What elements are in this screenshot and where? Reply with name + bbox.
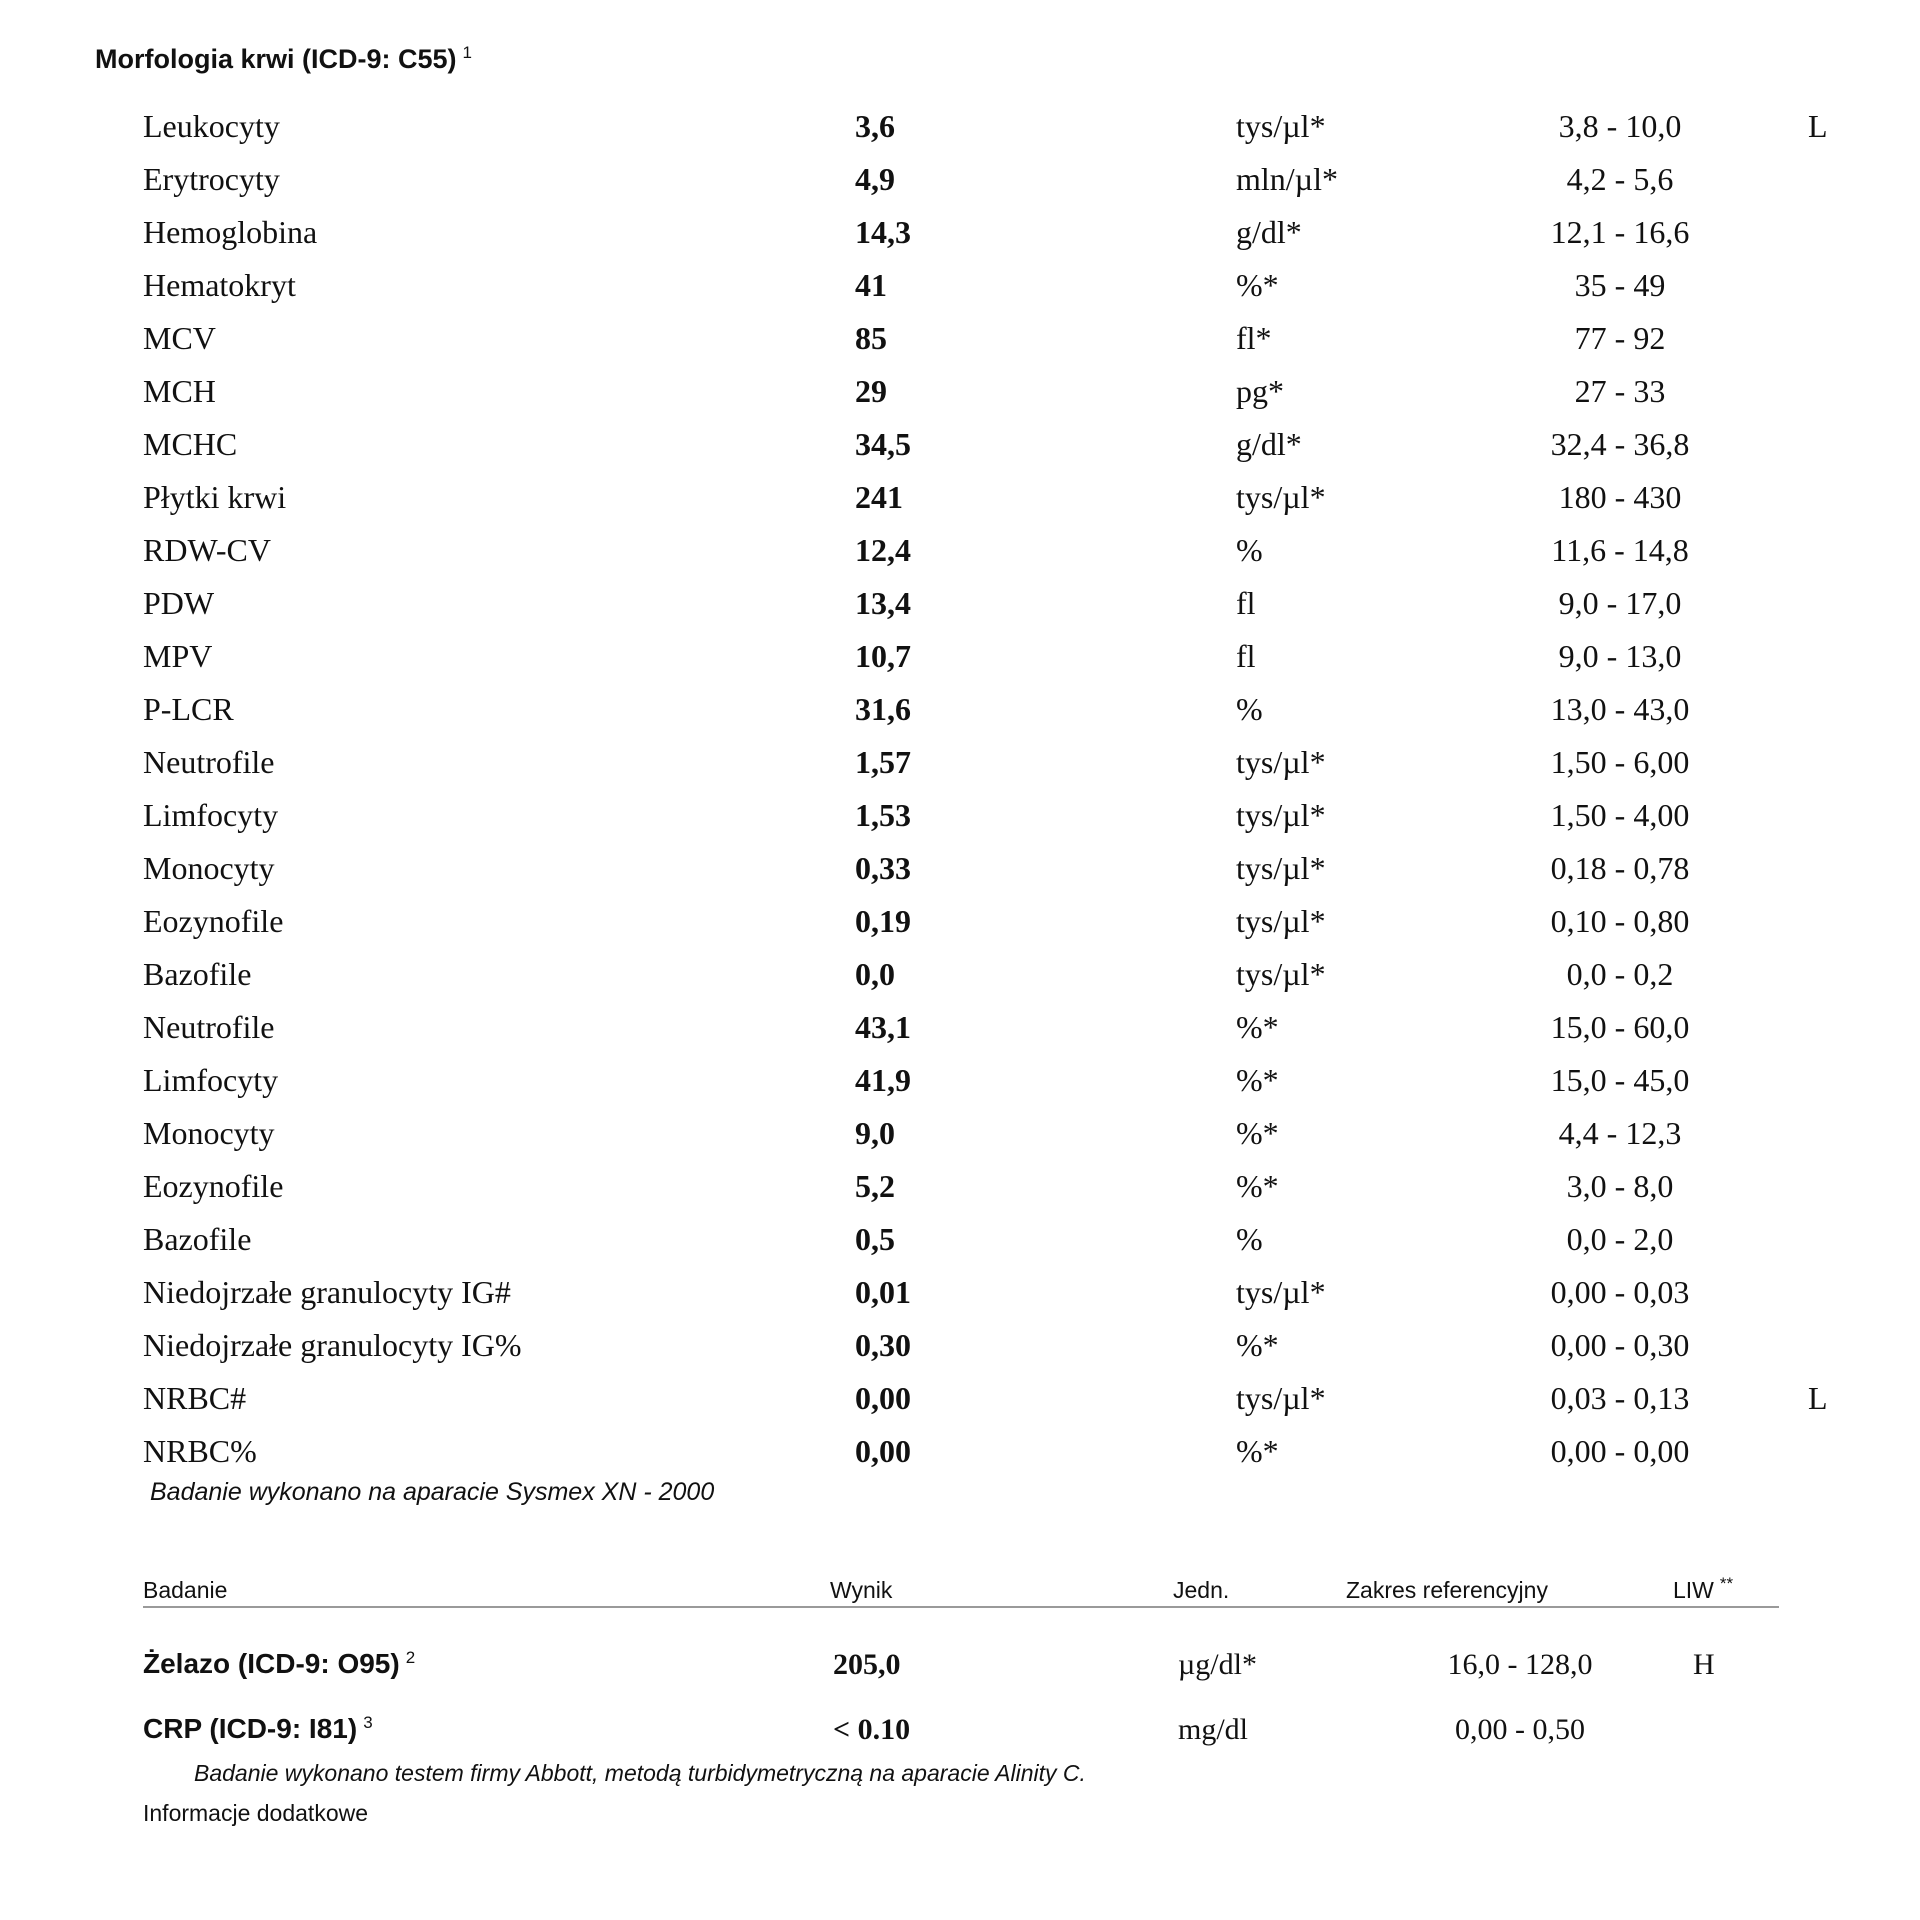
table-row: [0, 1327, 1920, 1379]
table-row: [0, 161, 1920, 213]
test-unit: tys/µl*: [1236, 850, 1326, 886]
table-row: [0, 373, 1920, 425]
table-row: [0, 691, 1920, 743]
footnote-marker: 2: [405, 1647, 416, 1667]
test-reference-range: 77 - 92: [1574, 320, 1666, 356]
table-row: [0, 638, 1920, 690]
test-name: MCV: [143, 320, 216, 356]
crp-method-note: Badanie wykonano testem firmy Abbott, metodą turbidymetryczną na aparacie Alinity C.: [194, 1760, 1086, 1786]
table-row: [0, 1062, 1920, 1114]
test-name: Hematokryt: [143, 267, 296, 303]
test-reference-range: 0,10 - 0,80: [1550, 903, 1690, 939]
table-row: [0, 1115, 1920, 1167]
test-name: Limfocyty: [143, 1062, 279, 1098]
header-liw: [1673, 1574, 1734, 1604]
test-reference-range: 4,4 - 12,3: [1558, 1115, 1682, 1151]
test-unit: g/dl*: [1236, 214, 1302, 250]
header-wynik: Wynik: [830, 1577, 893, 1603]
test-value: 5,2: [855, 1168, 895, 1204]
header-jedn: Jedn.: [1173, 1577, 1230, 1603]
test-name: Neutrofile: [143, 1009, 275, 1045]
test-unit: tys/µl*: [1236, 797, 1326, 833]
test-unit: tys/µl*: [1236, 108, 1326, 144]
test-unit: pg*: [1236, 373, 1284, 409]
test-reference-range: 9,0 - 13,0: [1558, 638, 1682, 674]
test-value: 0,0: [855, 956, 895, 992]
table-row: [0, 1009, 1920, 1061]
test-unit: %*: [1236, 1062, 1279, 1098]
test-name: Neutrofile: [143, 744, 275, 780]
section-title-text: Morfologia krwi (ICD-9: C55): [95, 44, 457, 74]
test-reference-range: 12,1 - 16,6: [1550, 214, 1690, 250]
test-reference-range: 32,4 - 36,8: [1550, 426, 1690, 462]
table-row: [0, 426, 1920, 478]
test-flag: H: [1693, 1648, 1715, 1681]
table-row: [0, 267, 1920, 319]
test-name: MPV: [143, 638, 213, 674]
table-row: [0, 585, 1920, 637]
test-value: 0,5: [855, 1221, 895, 1257]
table-row: [0, 850, 1920, 902]
test-reference-range: 3,0 - 8,0: [1566, 1168, 1674, 1204]
test-unit: mg/dl: [1178, 1713, 1249, 1746]
header-liw-marker: **: [1719, 1574, 1734, 1594]
test-unit: %*: [1236, 1115, 1279, 1151]
test-reference-range: 0,0 - 2,0: [1566, 1221, 1674, 1257]
test-reference-range: 180 - 430: [1558, 479, 1682, 515]
test-name: MCHC: [143, 426, 238, 462]
table-row: [0, 320, 1920, 372]
test-name: Niedojrzałe granulocyty IG#: [143, 1274, 511, 1310]
test-name: NRBC#: [143, 1380, 247, 1416]
test-value: 0,00: [855, 1433, 911, 1469]
test-value: 13,4: [855, 585, 911, 621]
table-row: [0, 1168, 1920, 1220]
test-reference-range: 16,0 - 128,0: [1447, 1648, 1593, 1681]
test-unit: tys/µl*: [1236, 1380, 1326, 1416]
test-name: P-LCR: [143, 691, 234, 727]
test-flag: L: [1808, 1380, 1828, 1416]
test-reference-range: 0,00 - 0,50: [1455, 1713, 1585, 1746]
test-name: Eozynofile: [143, 1168, 284, 1204]
table-row: [0, 797, 1920, 849]
test-unit: tys/µl*: [1236, 744, 1326, 780]
test-name: PDW: [143, 585, 215, 621]
test-value: < 0.10: [833, 1713, 911, 1746]
section-title: [95, 44, 472, 75]
test-reference-range: 11,6 - 14,8: [1551, 532, 1689, 568]
test-name: Monocyty: [143, 1115, 275, 1151]
table-row: [0, 903, 1920, 955]
test-name: Eozynofile: [143, 903, 284, 939]
test-value: 29: [855, 373, 887, 409]
test-reference-range: 4,2 - 5,6: [1566, 161, 1674, 197]
test-value: 85: [855, 320, 887, 356]
test-unit: %: [1236, 532, 1263, 568]
test-value: 0,00: [855, 1380, 911, 1416]
test-unit: fl: [1236, 638, 1256, 674]
test-unit: g/dl*: [1236, 426, 1302, 462]
test-value: 241: [855, 479, 903, 515]
table-row: [0, 479, 1920, 531]
test-unit: %*: [1236, 1009, 1279, 1045]
test-flag: L: [1808, 108, 1828, 144]
test-unit: tys/µl*: [1236, 956, 1326, 992]
test-reference-range: 3,8 - 10,0: [1558, 108, 1682, 144]
test-unit: fl*: [1236, 320, 1272, 356]
test-unit: %*: [1236, 1433, 1279, 1469]
test-reference-range: 27 - 33: [1574, 373, 1666, 409]
test-name: MCH: [143, 373, 216, 409]
table-row: [0, 532, 1920, 584]
test-reference-range: 13,0 - 43,0: [1550, 691, 1690, 727]
test-name: Bazofile: [143, 956, 252, 992]
test-reference-range: 0,00 - 0,00: [1550, 1433, 1690, 1469]
test-name: Niedojrzałe granulocyty IG%: [143, 1327, 522, 1363]
test-reference-range: 15,0 - 60,0: [1550, 1009, 1690, 1045]
test-value: 41: [855, 267, 887, 303]
test-value: 12,4: [855, 532, 911, 568]
test-value: 1,57: [855, 744, 911, 780]
test-value: 0,33: [855, 850, 911, 886]
table-row: [0, 744, 1920, 796]
test-reference-range: 0,00 - 0,30: [1550, 1327, 1690, 1363]
test-unit: tys/µl*: [1236, 1274, 1326, 1310]
test-value: 0,30: [855, 1327, 911, 1363]
test-unit: tys/µl*: [1236, 903, 1326, 939]
table-row: [0, 1648, 1920, 1708]
test-unit: fl: [1236, 585, 1256, 621]
table-row: [0, 214, 1920, 266]
test-unit: %: [1236, 1221, 1263, 1257]
test-name: RDW-CV: [143, 532, 271, 568]
test-unit: %*: [1236, 267, 1279, 303]
test-name: Płytki krwi: [143, 479, 287, 515]
table-row: [0, 1221, 1920, 1273]
test-unit: %*: [1236, 1168, 1279, 1204]
header-divider: [143, 1606, 1779, 1608]
test-reference-range: 15,0 - 45,0: [1550, 1062, 1690, 1098]
test-value: 9,0: [855, 1115, 895, 1151]
test-name: NRBC%: [143, 1433, 257, 1469]
test-reference-range: 0,18 - 0,78: [1550, 850, 1690, 886]
test-reference-range: 0,0 - 0,2: [1566, 956, 1674, 992]
test-name: [143, 1648, 415, 1680]
test-reference-range: 1,50 - 4,00: [1550, 797, 1690, 833]
test-value: 34,5: [855, 426, 911, 462]
test-value: 1,53: [855, 797, 911, 833]
test-value: 0,19: [855, 903, 911, 939]
test-reference-range: 35 - 49: [1574, 267, 1666, 303]
test-reference-range: 0,00 - 0,03: [1550, 1274, 1690, 1310]
footnote-marker: 3: [363, 1712, 373, 1732]
test-unit: %*: [1236, 1327, 1279, 1363]
test-value: 3,6: [855, 108, 895, 144]
test-value: 4,9: [855, 161, 895, 197]
test-name-text: Żelazo (ICD-9: O95): [143, 1648, 400, 1679]
test-name: [143, 1713, 373, 1745]
test-name: Limfocyty: [143, 797, 279, 833]
table-row: [0, 1274, 1920, 1326]
test-value: 205,0: [833, 1648, 901, 1681]
test-value: 10,7: [855, 638, 911, 674]
test-reference-range: 0,03 - 0,13: [1550, 1380, 1690, 1416]
table-row: [0, 956, 1920, 1008]
test-reference-range: 1,50 - 6,00: [1550, 744, 1690, 780]
test-reference-range: 9,0 - 17,0: [1558, 585, 1682, 621]
test-name: Erytrocyty: [143, 161, 280, 197]
test-unit: tys/µl*: [1236, 479, 1326, 515]
table-row: [0, 108, 1920, 160]
table-row: [0, 1380, 1920, 1432]
test-name: Leukocyty: [143, 108, 280, 144]
device-note: Badanie wykonano na aparacie Sysmex XN - 2000: [150, 1478, 715, 1506]
test-value: 31,6: [855, 691, 911, 727]
test-unit: µg/dl*: [1178, 1648, 1257, 1681]
header-badanie: Badanie: [143, 1577, 228, 1603]
test-value: 14,3: [855, 214, 911, 250]
test-unit: %: [1236, 691, 1263, 727]
test-name-text: CRP (ICD-9: I81): [143, 1713, 358, 1744]
test-name: Hemoglobina: [143, 214, 318, 250]
test-name: Bazofile: [143, 1221, 252, 1257]
footnote-marker: 1: [462, 43, 472, 62]
header-liw-label: LIW: [1673, 1577, 1714, 1603]
test-value: 41,9: [855, 1062, 911, 1098]
additional-info-label: Informacje dodatkowe: [143, 1800, 369, 1826]
test-value: 0,01: [855, 1274, 911, 1310]
test-unit: mln/µl*: [1236, 161, 1338, 197]
header-zakres: Zakres referencyjny: [1346, 1577, 1548, 1603]
test-name: Monocyty: [143, 850, 275, 886]
test-value: 43,1: [855, 1009, 911, 1045]
